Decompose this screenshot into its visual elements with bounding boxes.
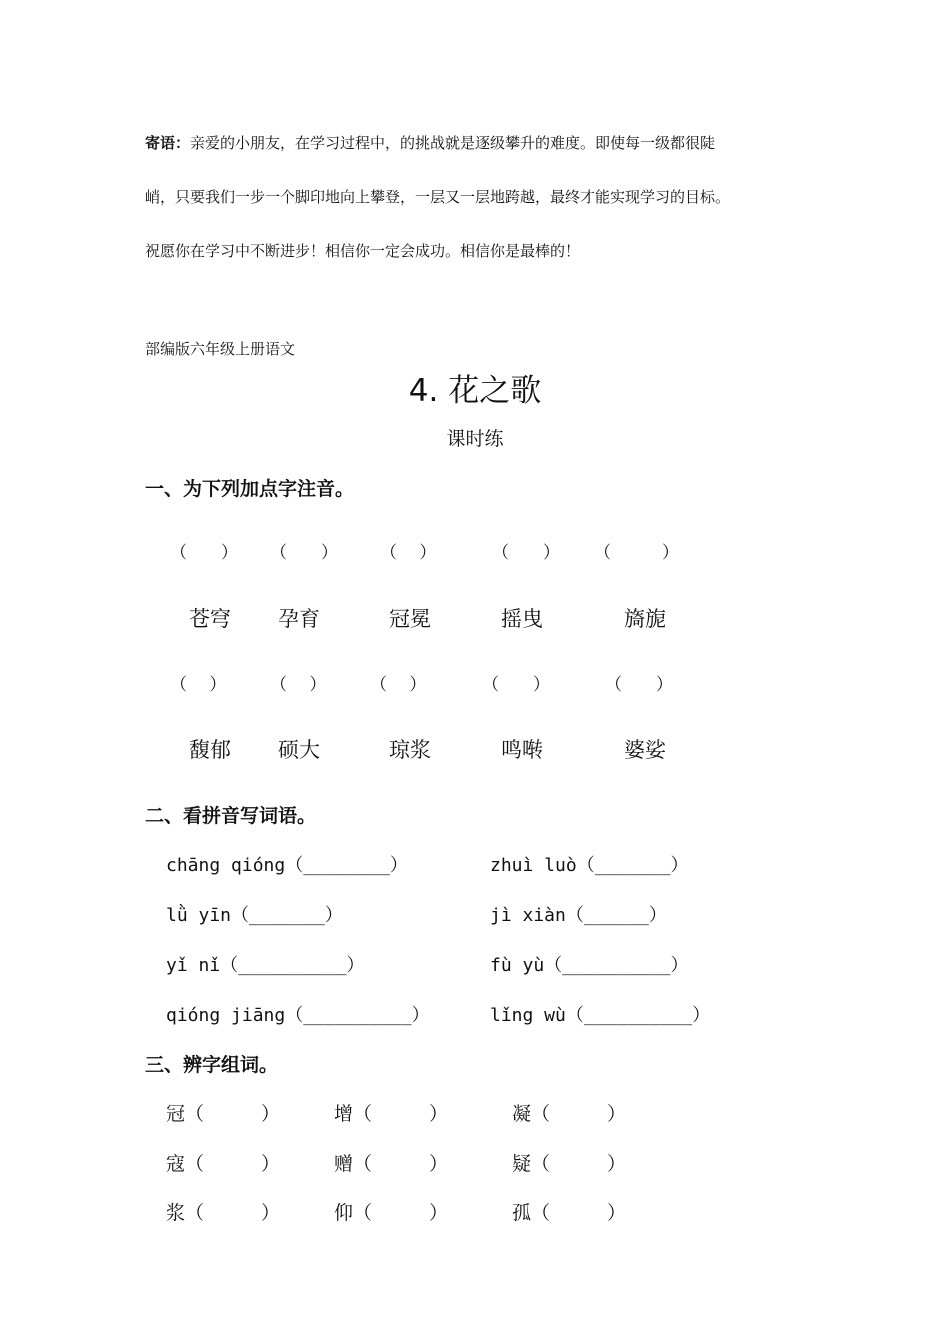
word: 婆娑	[624, 738, 666, 762]
word: 硕大	[278, 738, 320, 762]
answer-blank[interactable]: （ ）	[605, 675, 673, 695]
pinyin-item[interactable]: fù yù（__________）	[490, 955, 689, 976]
word: 鸣啭	[501, 738, 543, 762]
textbook-subtitle: 部编版六年级上册语文	[145, 340, 296, 358]
section-3-heading: 三、辨字组词。	[145, 1054, 279, 1076]
foreword-line-3: 祝愿你在学习中不断进步！相信你一定会成功。相信你是最棒的！	[145, 242, 581, 260]
compound-item[interactable]: 增（ ）	[334, 1103, 449, 1125]
word: 旖旎	[624, 607, 666, 631]
section-1-heading: 一、为下列加点字注音。	[145, 478, 355, 500]
foreword-label: 寄语：	[145, 134, 191, 152]
answer-blank[interactable]: （ ）	[170, 675, 227, 695]
compound-item[interactable]: 浆（ ）	[166, 1202, 281, 1224]
pinyin-item[interactable]: yǐ nǐ（__________）	[166, 955, 365, 976]
pinyin-item[interactable]: qióng jiāng（__________）	[166, 1005, 430, 1026]
foreword-line-1	[145, 133, 715, 153]
answer-blank[interactable]: （ ）	[270, 543, 338, 563]
compound-item[interactable]: 赠（ ）	[334, 1153, 449, 1175]
compound-item[interactable]: 疑（ ）	[512, 1153, 627, 1175]
pinyin-item[interactable]: chāng qióng（________）	[166, 855, 408, 876]
answer-blank[interactable]: （ ）	[370, 675, 427, 695]
answer-blank[interactable]: （ ）	[380, 543, 437, 563]
compound-item[interactable]: 凝（ ）	[512, 1103, 627, 1125]
compound-item[interactable]: 仰（ ）	[334, 1202, 449, 1224]
answer-blank[interactable]: （ ）	[594, 543, 679, 563]
pinyin-item[interactable]: lǐng wù（__________）	[490, 1005, 711, 1026]
lesson-label: 课时练	[446, 428, 504, 450]
compound-item[interactable]: 孤（ ）	[512, 1202, 627, 1224]
pinyin-item[interactable]: lǜ yīn（_______）	[166, 905, 343, 926]
compound-item[interactable]: 寇（ ）	[166, 1153, 281, 1175]
pinyin-item[interactable]: zhuì luò（_______）	[490, 855, 689, 876]
word: 冠冕	[389, 607, 431, 631]
foreword-line-2: 峭，只要我们一步一个脚印地向上攀登，一层又一层地跨越，最终才能实现学习的目标。	[145, 188, 731, 206]
compound-item[interactable]: 冠（ ）	[166, 1103, 281, 1125]
foreword-text-1: 亲爱的小朋友，在学习过程中，的挑战就是逐级攀升的难度。即使每一级都很陡	[190, 134, 716, 152]
word: 孕育	[278, 607, 320, 631]
answer-blank[interactable]: （ ）	[170, 543, 238, 563]
word: 苍穹	[189, 607, 231, 631]
section-2-heading: 二、看拼音写词语。	[145, 805, 317, 827]
word: 摇曳	[501, 607, 543, 631]
answer-blank[interactable]: （ ）	[270, 675, 327, 695]
word: 琼浆	[389, 738, 431, 762]
word: 馥郁	[189, 738, 231, 762]
page-title: 4. 花之歌	[408, 373, 542, 409]
pinyin-item[interactable]: jì xiàn（______）	[490, 905, 667, 926]
answer-blank[interactable]: （ ）	[492, 543, 560, 563]
answer-blank[interactable]: （ ）	[482, 675, 550, 695]
